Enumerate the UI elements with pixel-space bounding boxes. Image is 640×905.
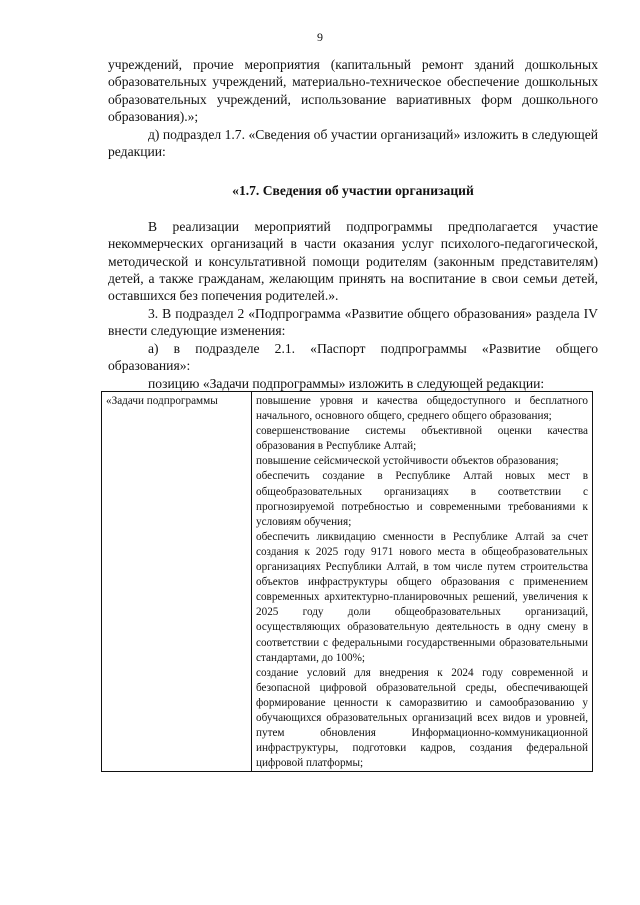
paragraph-organizations: В реализации мероприятий подпрограммы предполагается участие некоммерческих организаций в части оказания услуг психолого-педагогической, методической и консультативной помощи родителям (законным представителям) детей, а также гражданам, желающим принять на воспитание в свои семьи детей, оставшихся без попечения родителей.». <box>108 218 598 304</box>
page-number: 9 <box>317 30 323 44</box>
document-body <box>108 56 598 392</box>
paragraph-tasks-intro: позицию «Задачи подпрограммы» изложить в следующей редакции: <box>148 375 545 391</box>
tasks-table <box>101 391 593 772</box>
task-item: повышение сейсмической устойчивости объектов образования; <box>256 455 559 468</box>
table-label-cell: «Задачи подпрограммы <box>102 392 252 772</box>
paragraph-subsection-3: 3. В подраздел 2 «Подпрограмма «Развитие общего образования» раздела IV внести следующие изменения: <box>108 305 598 339</box>
paragraph-continuation: учреждений, прочие мероприятия (капитальный ремонт зданий дошкольных образовательных учреждений, материально-техническое обеспечение дошкольных образовательных учреждений, использование вариативных форм дошкольного образования).»; <box>108 57 598 125</box>
task-item: создание условий для внедрения к 2024 году современной и безопасной цифровой образовательной среды, обеспечивающей формирование ценности к саморазвитию и самообразованию у обучающихся образовательных организаций всех видов и уровней, путем обновления Информационно-коммуникационной инфраструктуры, подготовки кадров, создания федеральной цифровой платформы; <box>256 666 588 770</box>
section-heading: «1.7. Сведения об участии организаций <box>232 183 474 199</box>
table-row <box>102 392 593 772</box>
table-items-cell <box>252 392 593 772</box>
task-item: совершенствование системы объективной оценки качества образования в Республике Алтай; <box>256 425 588 453</box>
task-item: обеспечить создание в Республике Алтай новых мест в общеобразовательных организациях в соответствии с прогнозируемой потребностью и современными требованиями к условиям обучения; <box>256 470 588 528</box>
paragraph-subsection-a: а) в подразделе 2.1. «Паспорт подпрограммы «Развитие общего образования»: <box>108 340 598 374</box>
task-item: повышение уровня и качества общедоступного и бесплатного начального, основного общего, среднего общего образования; <box>256 395 588 423</box>
task-item: обеспечить ликвидацию сменности в Республике Алтай за счет создания к 2025 году 9171 нового места в общеобразовательных организациях Республики Алтай, в том числе путем строительства объектов инфраструктуры общего образования с применением современных архитектурно-планировочных решений, увеличения к 2025 году доли общеобразовательных организаций, осуществляющих образовательную деятельность в одну смену в соответствии с федеральными государственными образовательными стандартами, до 100%; <box>256 530 588 664</box>
paragraph-subsection-d: д) подраздел 1.7. «Сведения об участии организаций» изложить в следующей редакции: <box>108 126 598 160</box>
